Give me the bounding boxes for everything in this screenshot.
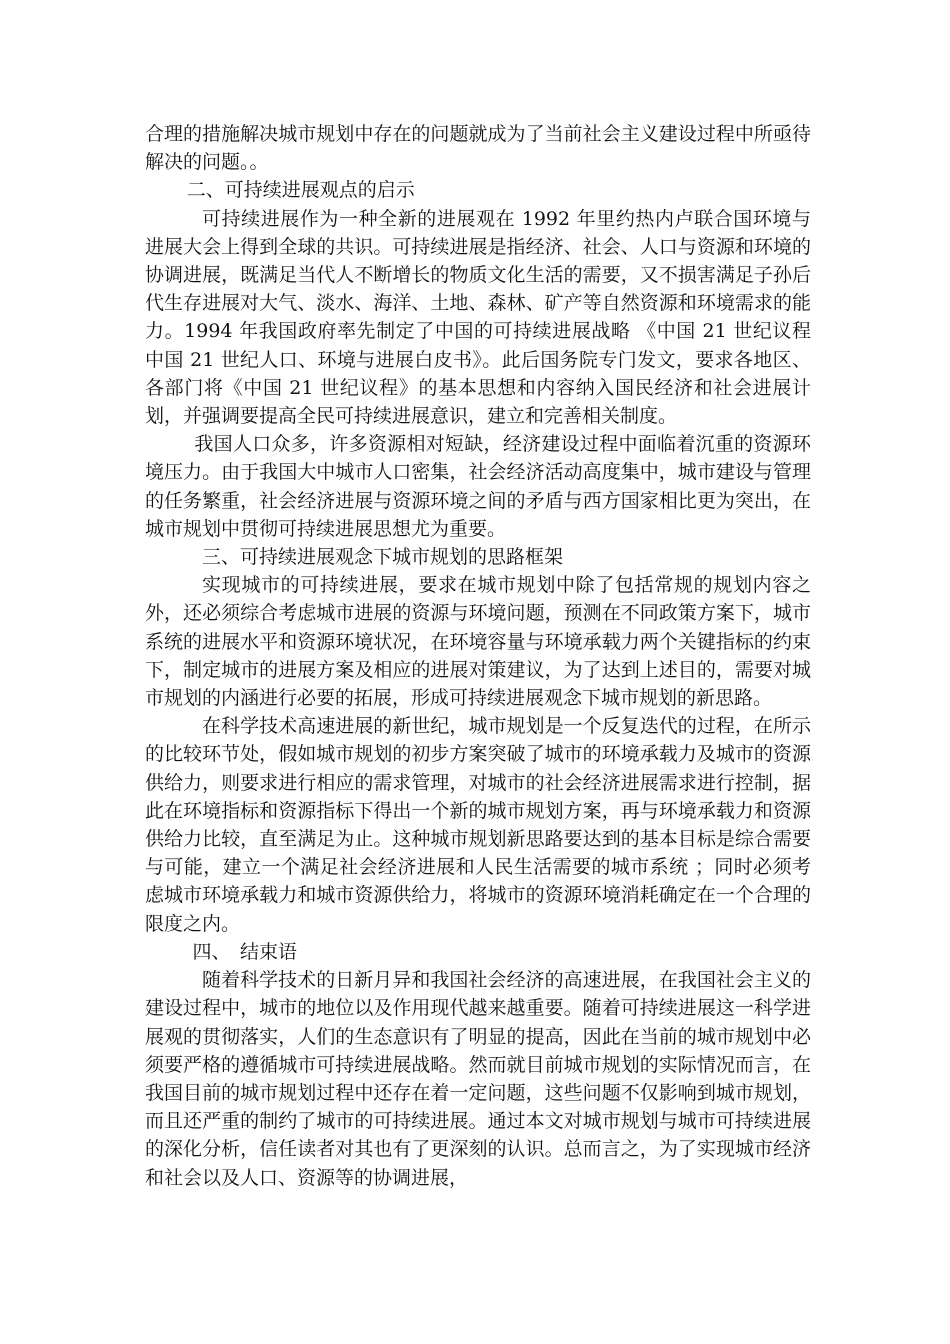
paragraph-china-population: 我国人口众多，许多资源相对短缺，经济建设过程中面临着沉重的资源环境压力。由于我国大中城市人口密集，社会经济活动高度集中，城市建设与管理的任务繁重，社会经济进展与资源环境之间的矛盾与西方国家相比更为突出，在城市规划中贯彻可持续进展思想尤为重要。 (145, 433, 811, 540)
section-heading-2: 二、可持续进展观点的启示 (186, 179, 415, 202)
paragraph-iterative-process: 在科学技术高速进展的新世纪，城市规划是一个反复迭代的过程，在所示的比较环节处，假如城市规划的初步方案突破了城市的环境承载力及城市的资源供给力，则要求进行相应的需求管理，对城市的社会经济进展需求进行控制，据此在环境指标和资源指标下得出一个新的城市规划方案，再与环境承载力和资源供给力比较，直至满足为止。这种城市规划新思路要达到的基本目标是综合需要与可能，建立一个满足社会经济进展和人民生活需要的城市系统 ；同时必须考虑城市环境承载力和城市资源供给力，将城市的资源环境消耗确定在一个合理的限度之内。 (145, 715, 811, 935)
document-body (145, 120, 811, 1192)
paragraph-sustainable-development: 可持续进展作为一种全新的进展观在 1992 年里约热内卢联合国环境与进展大会上得到全球的共识。可持续进展是指经济、社会、人口与资源和环境的协调进展，既满足当代人不断增长的物质文化生活的需要，又不损害满足子孙后代生存进展对大气、淡水、海洋、土地、森林、矿产等自然资源和环境需求的能力。1994 年我国政府率先制定了中国的可持续进展战略 《中国 21 世纪议程 中国 21 世纪人口、环境与进展白皮书》。此后国务院专门发文，要求各地区、各部门将《中国 21 世纪议程》的基本思想和内容纳入国民经济和社会进展计划，并强调要提高全民可持续进展意识，建立和完善相关制度。 (145, 207, 811, 428)
paragraph-conclusion: 随着科学技术的日新月异和我国社会经济的高速进展，在我国社会主义的建设过程中，城市的地位以及作用现代越来越重要。随着可持续进展这一科学进展观的贯彻落实，人们的生态意识有了明显的提高，因此在当前的城市规划中必须要严格的遵循城市可持续进展战略。然而就目前城市规划的实际情况而言，在我国目前的城市规划过程中还存在着一定问题，这些问题不仅影响到城市规划，而且还严重的制约了城市的可持续进展。通过本文对城市规划与城市可持续进展的深化分析，信任读者对其也有了更深刻的认识。总而言之，为了实现城市经济和社会以及人口、资源等的协调进展， (145, 969, 811, 1189)
section-heading-4: 四、 结束语 (192, 940, 298, 963)
paragraph-planning-framework: 实现城市的可持续进展，要求在城市规划中除了包括常规的规划内容之外，还必须综合考虑城市进展的资源与环境问题，预测在不同政策方案下，城市系统的进展水平和资源环境状况，在环境容量与环境承载力两个关键指标的约束下，制定城市的进展方案及相应的进展对策建议，为了达到上述目的，需要对城市规划的内涵进行必要的拓展，形成可持续进展观念下城市规划的新思路。 (145, 574, 811, 710)
section-heading-3: 三、可持续进展观念下城市规划的思路框架 (202, 546, 564, 569)
paragraph-intro-continuation: 合理的措施解决城市规划中存在的问题就成为了当前社会主义建设过程中所亟待解决的问题。。 (145, 123, 811, 174)
